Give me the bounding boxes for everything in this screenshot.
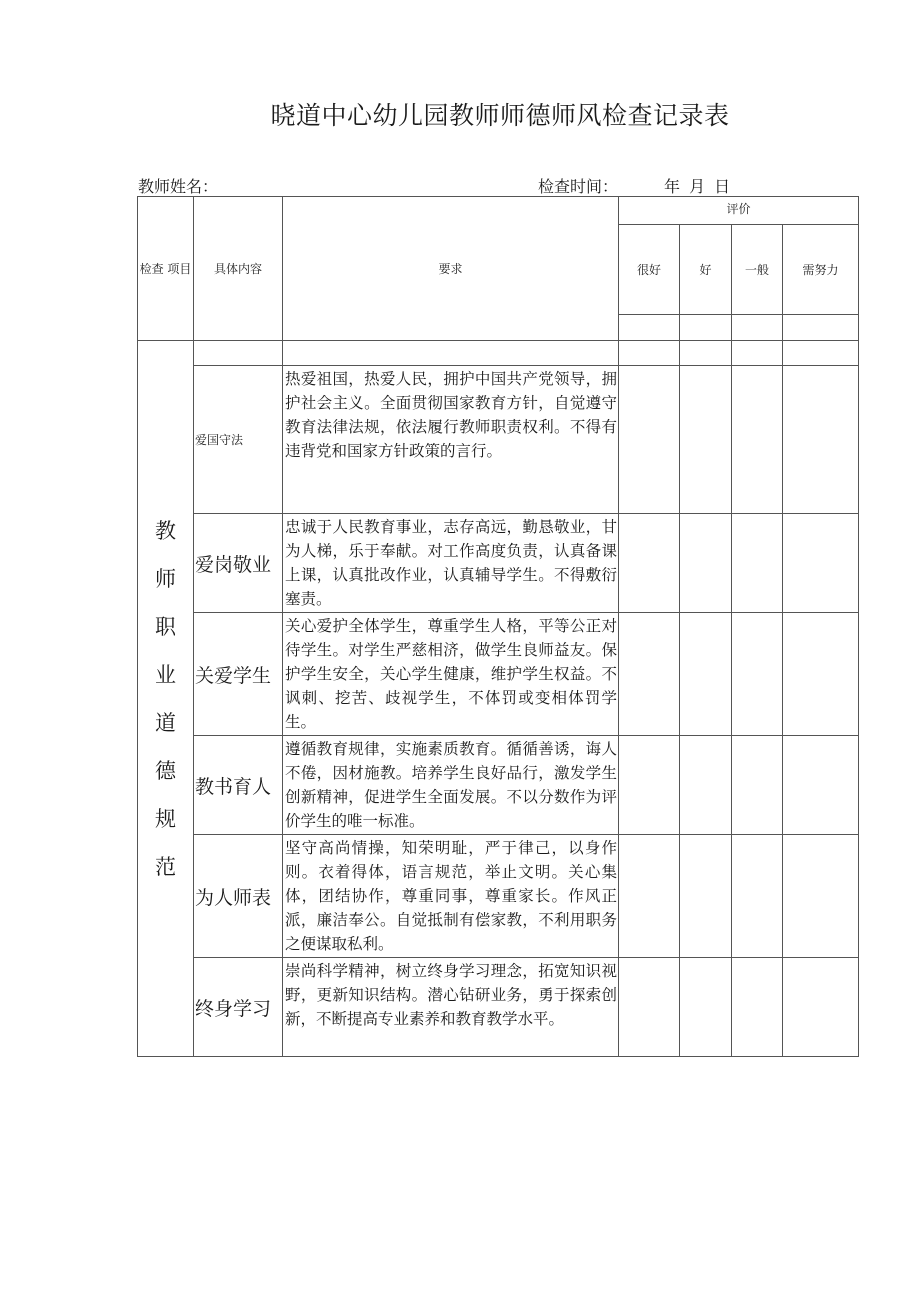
rating-cell[interactable] — [680, 366, 732, 514]
inspection-table — [137, 196, 859, 1057]
rating-cell[interactable] — [732, 315, 783, 341]
topic-cell: 终身学习 — [194, 958, 283, 1057]
rating-cell[interactable] — [783, 613, 859, 736]
rating-cell[interactable] — [783, 835, 859, 958]
rating-average: 一般 — [732, 225, 783, 315]
category-char: 职 — [155, 614, 176, 639]
category-cell — [138, 341, 194, 1057]
rating-cell[interactable] — [732, 341, 783, 366]
teacher-name-label: 教师姓名： — [138, 177, 219, 196]
rating-cell[interactable] — [680, 736, 732, 835]
requirement-cell: 热爱祖国，热爱人民，拥护中国共产党领导，拥护社会主义。全面贯彻国家教育方针，自觉遵守教育法律法规，依法履行教师职责权利。不得有违背党和国家方针政策的言行。 — [283, 366, 619, 514]
header-requirement: 要求 — [283, 197, 619, 341]
topic-cell: 教书育人 — [194, 736, 283, 835]
rating-good: 好 — [680, 225, 732, 315]
rating-cell[interactable] — [619, 366, 680, 514]
rating-cell[interactable] — [619, 613, 680, 736]
rating-needs-effort: 需努力 — [783, 225, 859, 315]
table-row — [138, 366, 859, 514]
table-row — [138, 736, 859, 835]
rating-cell[interactable] — [783, 736, 859, 835]
rating-cell[interactable] — [732, 613, 783, 736]
requirement-cell: 坚守高尚情操，知荣明耻，严于律己，以身作则。衣着得体，语言规范，举止文明。关心集体，团结协作，尊重同事，尊重家长。作风正派，廉洁奉公。自觉抵制有偿家教，不利用职务之便谋取私利。 — [283, 835, 619, 958]
topic-cell: 爱国守法 — [194, 366, 283, 514]
table-row — [138, 613, 859, 736]
rating-cell[interactable] — [732, 835, 783, 958]
rating-cell[interactable] — [619, 958, 680, 1057]
inspection-date-value: 年 月 日 — [664, 177, 733, 196]
requirement-cell: 关心爱护全体学生，尊重学生人格，平等公正对待学生。对学生严慈相济，做学生良师益友。保护学生安全，关心学生健康，维护学生权益。不讽刺、挖苦、歧视学生，不体罚或变相体罚学生。 — [283, 613, 619, 736]
page-title: 晓道中心幼儿园教师师德师风检查记录表 — [270, 101, 730, 130]
blank-cell — [194, 341, 283, 366]
table-row — [138, 514, 859, 613]
inspection-date-label: 检查时间： — [538, 177, 619, 196]
rating-cell[interactable] — [619, 341, 680, 366]
rating-cell[interactable] — [680, 835, 732, 958]
rating-cell[interactable] — [783, 341, 859, 366]
header-evaluation — [619, 197, 859, 225]
rating-cell[interactable] — [619, 315, 680, 341]
topic-cell: 为人师表 — [194, 835, 283, 958]
rating-cell[interactable] — [680, 341, 732, 366]
rating-cell[interactable] — [680, 514, 732, 613]
table-row — [138, 958, 859, 1057]
topic-cell: 爱岗敬业 — [194, 514, 283, 613]
requirement-cell: 崇尚科学精神，树立终身学习理念，拓宽知识视野，更新知识结构。潜心钻研业务，勇于探索创新，不断提高专业素养和教育教学水平。 — [283, 958, 619, 1057]
requirement-cell: 忠诚于人民教育事业，志存高远，勤恳敬业，甘为人梯，乐于奉献。对工作高度负责，认真备课上课，认真批改作业，认真辅导学生。不得敷衍塞责。 — [283, 514, 619, 613]
rating-cell[interactable] — [732, 958, 783, 1057]
header-content: 具体内容 — [194, 197, 283, 341]
category-char: 师 — [155, 566, 176, 591]
requirement-cell: 遵循教育规律，实施素质教育。循循善诱，诲人不倦，因材施教。培养学生良好品行，激发学生创新精神，促进学生全面发展。不以分数作为评价学生的唯一标准。 — [283, 736, 619, 835]
category-char: 道 — [155, 710, 176, 735]
rating-cell[interactable] — [783, 958, 859, 1057]
category-char: 教 — [155, 518, 176, 543]
rating-cell[interactable] — [680, 958, 732, 1057]
rating-cell[interactable] — [783, 514, 859, 613]
rating-cell[interactable] — [619, 736, 680, 835]
category-char: 德 — [155, 758, 176, 783]
header-evaluation-label: 评价 — [726, 202, 751, 216]
rating-cell[interactable] — [680, 315, 732, 341]
rating-cell[interactable] — [680, 613, 732, 736]
rating-cell[interactable] — [619, 514, 680, 613]
rating-cell[interactable] — [619, 835, 680, 958]
rating-cell[interactable] — [783, 366, 859, 514]
table-row — [138, 835, 859, 958]
rating-cell[interactable] — [732, 514, 783, 613]
blank-cell — [283, 341, 619, 366]
header-check-item: 检查 项目 — [138, 197, 194, 341]
category-char: 规 — [155, 806, 176, 831]
topic-cell: 关爱学生 — [194, 613, 283, 736]
category-char: 范 — [155, 854, 176, 879]
rating-cell[interactable] — [732, 736, 783, 835]
category-char: 业 — [155, 662, 176, 687]
rating-very-good: 很好 — [619, 225, 680, 315]
rating-cell[interactable] — [783, 315, 859, 341]
rating-cell[interactable] — [732, 366, 783, 514]
